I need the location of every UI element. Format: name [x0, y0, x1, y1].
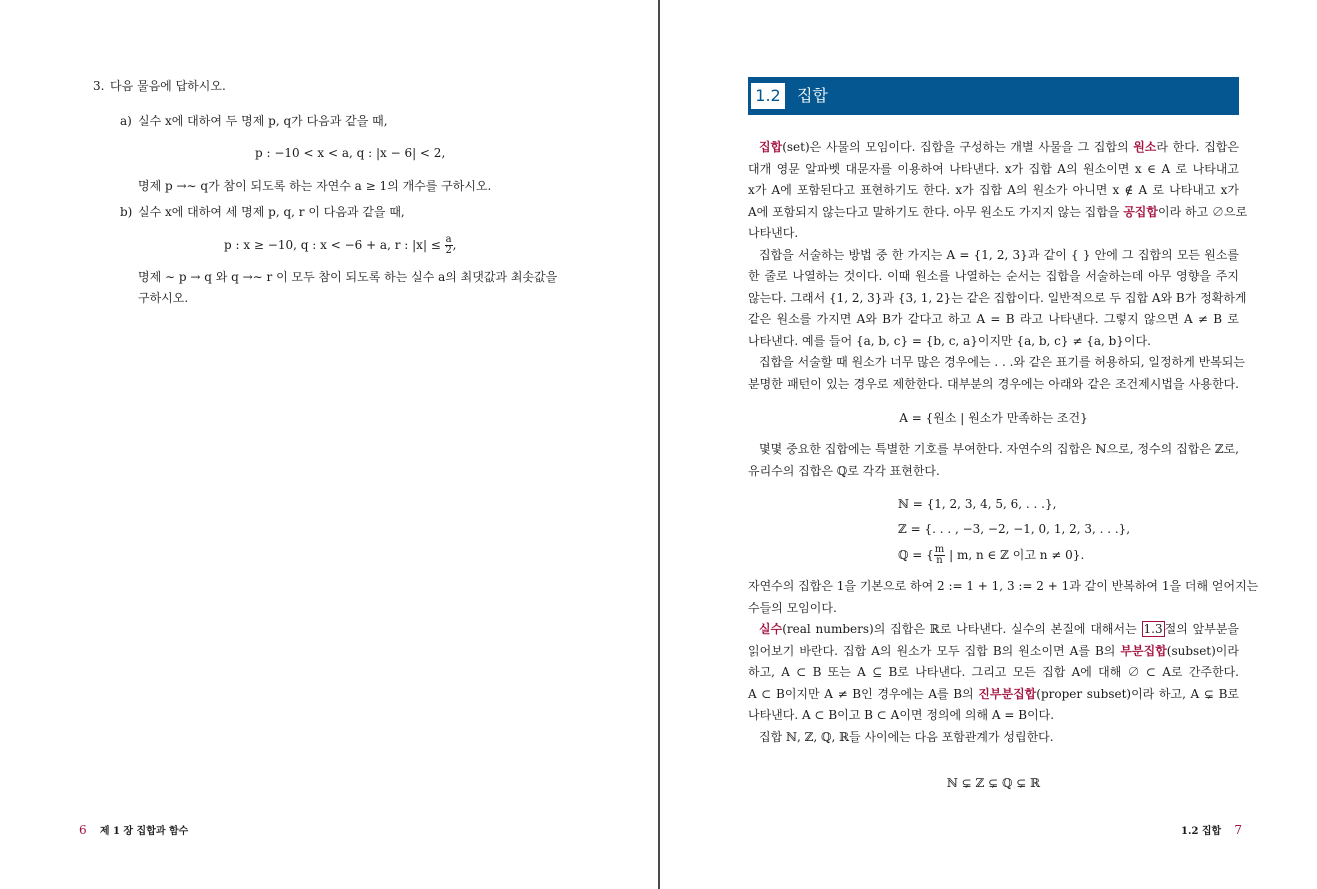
- part-b-label: b): [120, 205, 133, 219]
- paragraph-line: x가 A에 포함된다고 표현하기도 한다. x가 집합 A의 원소가 아니면 x ∉ A 로 나타내고 x가: [748, 183, 1239, 197]
- keyword-element: 원소: [1133, 140, 1157, 154]
- paragraph-line: 같은 원소를 가지면 A와 B가 같다고 하고 A = B 라고 나타낸다. 그렇지 않으면 A ≠ B 로: [748, 312, 1239, 326]
- fraction-numerator: a: [445, 234, 452, 245]
- text-run: 라 한다. 집합은: [1156, 140, 1239, 154]
- fraction-denominator: n: [936, 555, 943, 566]
- paragraph-line: 하고, A ⊂ B 또는 A ⊆ B로 나타낸다. 그리고 모든 집합 A에 대해 ∅ ⊂ A로 간주한다.: [748, 665, 1239, 679]
- equation-integers: ℤ = {. . . , −3, −2, −1, 0, 1, 2, 3, . . .},: [898, 522, 1131, 536]
- text-run: (set)은 사물의 모임이다. 집합을 구성하는 개별 사물을 그 집합의: [782, 140, 1134, 154]
- part-b-text: 실수 x에 대하여 세 명제 p, q, r 이 다음과 같을 때,: [138, 205, 405, 219]
- section-number: 1.2: [751, 83, 785, 109]
- right-footer: [1181, 822, 1242, 837]
- text-run: 절의 앞부분을: [1164, 622, 1240, 636]
- paragraph-line: [748, 137, 1239, 159]
- section-reference-link[interactable]: 1.3: [1143, 622, 1163, 636]
- keyword-proper-subset: 진부분집합: [978, 686, 1037, 701]
- paragraph-line: [748, 619, 1239, 641]
- paragraph-line: 나타낸다.: [748, 226, 799, 240]
- fraction-denominator: 2: [445, 245, 452, 256]
- paragraph-line: 분명한 패턴이 있는 경우로 제한한다. 대부분의 경우에는 아래와 같은 조건제시법을 사용한다.: [748, 376, 1239, 391]
- paragraph-line: 않는다. 그래서 {1, 2, 3}과 {3, 1, 2}는 같은 집합이다. 일반적으로 두 집합 A와 B가 정확하게: [748, 290, 1247, 305]
- part-a-formula: p : −10 < x < a, q : |x − 6| < 2,: [255, 146, 446, 160]
- left-page-number: 6: [79, 823, 87, 837]
- fraction-m-over-n: [934, 545, 945, 566]
- right-page-number: 7: [1234, 823, 1243, 837]
- part-b-formula-main: p : x ≥ −10, q : x < −6 + a, r : |x| ≤: [224, 238, 445, 252]
- text-run: ℚ = {: [898, 548, 934, 562]
- paragraph-line: 자연수의 집합은 1을 기본으로 하여 2 := 1 + 1, 3 := 2 + 1과 같이 반복하여 1을 더해 얻어지는: [748, 579, 1259, 593]
- keyword-subset: 부분집합: [1120, 643, 1167, 658]
- left-footer: [79, 822, 188, 837]
- part-b-formula: [224, 232, 456, 258]
- paragraph-line: [748, 202, 1248, 224]
- equation-rationals: [898, 541, 1084, 569]
- part-a-question: 명제 p →∼ q가 참이 되도록 하는 자연수 a ≥ 1의 개수를 구하시오.: [138, 179, 492, 193]
- keyword-set: 집합: [759, 140, 783, 154]
- body-block-1: [748, 137, 1248, 395]
- text-run: (real numbers)의 집합은 ℝ로 나타낸다. 실수의 본질에 대해서는: [782, 622, 1142, 636]
- section-header: [748, 77, 1239, 115]
- paragraph-line: 집합 ℕ, ℤ, ℚ, ℝ들 사이에는 다음 포함관계가 성립한다.: [759, 729, 1054, 744]
- paragraph-line: 대개 영문 알파벳 대문자를 이용하여 나타낸다. x가 집합 A의 원소이면 x ∈ A 로 나타내고: [748, 161, 1239, 176]
- chapter-title: 제 1 장 집합과 함수: [99, 826, 189, 837]
- paragraph-line: 집합을 서술할 때 원소가 너무 많은 경우에는 . . .와 같은 표기를 허용하되, 일정하게 반복되는: [759, 355, 1245, 369]
- paragraph-line: [748, 641, 1239, 663]
- part-b-formula-end: ,: [452, 238, 457, 252]
- left-page: [0, 0, 658, 889]
- section-title: 집합: [797, 86, 828, 105]
- part-b-question-line-2: 구하시오.: [138, 291, 189, 305]
- part-b-question-line-1: 명제 ∼ p → q 와 q →∼ r 이 모두 참이 되도록 하는 실수 a의 최댓값과 최솟값을: [138, 270, 558, 284]
- inclusion-chain-equation: ℕ ⊊ ℤ ⊊ ℚ ⊊ ℝ: [946, 776, 1041, 790]
- paragraph-line: 집합을 서술하는 방법 중 한 가지는 A = {1, 2, 3}과 같이 { } 안에 그 집합의 모든 원소를: [759, 247, 1239, 262]
- text-run: A ⊂ B이지만 A ≠ B인 경우에는 A를 B의: [748, 686, 979, 701]
- text-run: | m, n ∈ ℤ 이고 n ≠ 0}.: [945, 548, 1085, 562]
- fraction-numerator: m: [934, 544, 945, 555]
- part-a-label: a): [120, 114, 132, 128]
- text-run: (proper subset)이라 하고, A ⊊ B로: [1036, 686, 1239, 701]
- keyword-real: 실수: [759, 622, 783, 636]
- text-run: 읽어보기 바란다. 집합 A의 원소가 모두 집합 B의 원소이면 A를 B의: [748, 643, 1121, 658]
- section-running-head: 1.2 집합: [1181, 826, 1222, 837]
- body-block-3: [748, 576, 1259, 748]
- paragraph-line: 한 줄로 나열하는 것이다. 이때 원소를 나열하는 순서는 집합을 서술하는데 아무 영향을 주지: [748, 269, 1239, 283]
- body-block-2: [748, 439, 1239, 482]
- paragraph-line: 나타낸다. 예를 들어 {a, b, c} = {b, c, a}이지만 {a, b, c} ≠ {a, b}이다.: [748, 333, 1151, 348]
- paragraph-line: 유리수의 집합은 ℚ로 각각 표현한다.: [748, 463, 940, 478]
- problem-title: 다음 물음에 답하시오.: [110, 79, 226, 93]
- keyword-empty-set: 공집합: [1123, 204, 1158, 219]
- equation-naturals: ℕ = {1, 2, 3, 4, 5, 6, . . .},: [898, 497, 1057, 511]
- text-run: 이라 하고 ∅으로: [1158, 204, 1248, 219]
- text-run: A에 포함되지 않는다고 말하기도 한다. 아무 원소도 가지지 않는 집합을: [748, 204, 1124, 219]
- fraction-a-over-2: [445, 235, 453, 256]
- paragraph-line: [748, 684, 1239, 706]
- text-run: (subset)이라: [1166, 643, 1239, 658]
- paragraph-line: 나타낸다. A ⊂ B이고 B ⊂ A이면 정의에 의해 A = B이다.: [748, 708, 1055, 722]
- set-builder-equation: A = {원소 | 원소가 만족하는 조건}: [899, 411, 1088, 425]
- paragraph-line: 몇몇 중요한 집합에는 특별한 기호를 부여한다. 자연수의 집합은 ℕ으로, 정수의 집합은 ℤ로,: [759, 442, 1239, 456]
- problem-number: 3.: [93, 79, 105, 93]
- paragraph-line: 수들의 모임이다.: [748, 600, 837, 615]
- right-page: [660, 0, 1317, 889]
- part-a-text: 실수 x에 대하여 두 명제 p, q가 다음과 같을 때,: [138, 114, 388, 128]
